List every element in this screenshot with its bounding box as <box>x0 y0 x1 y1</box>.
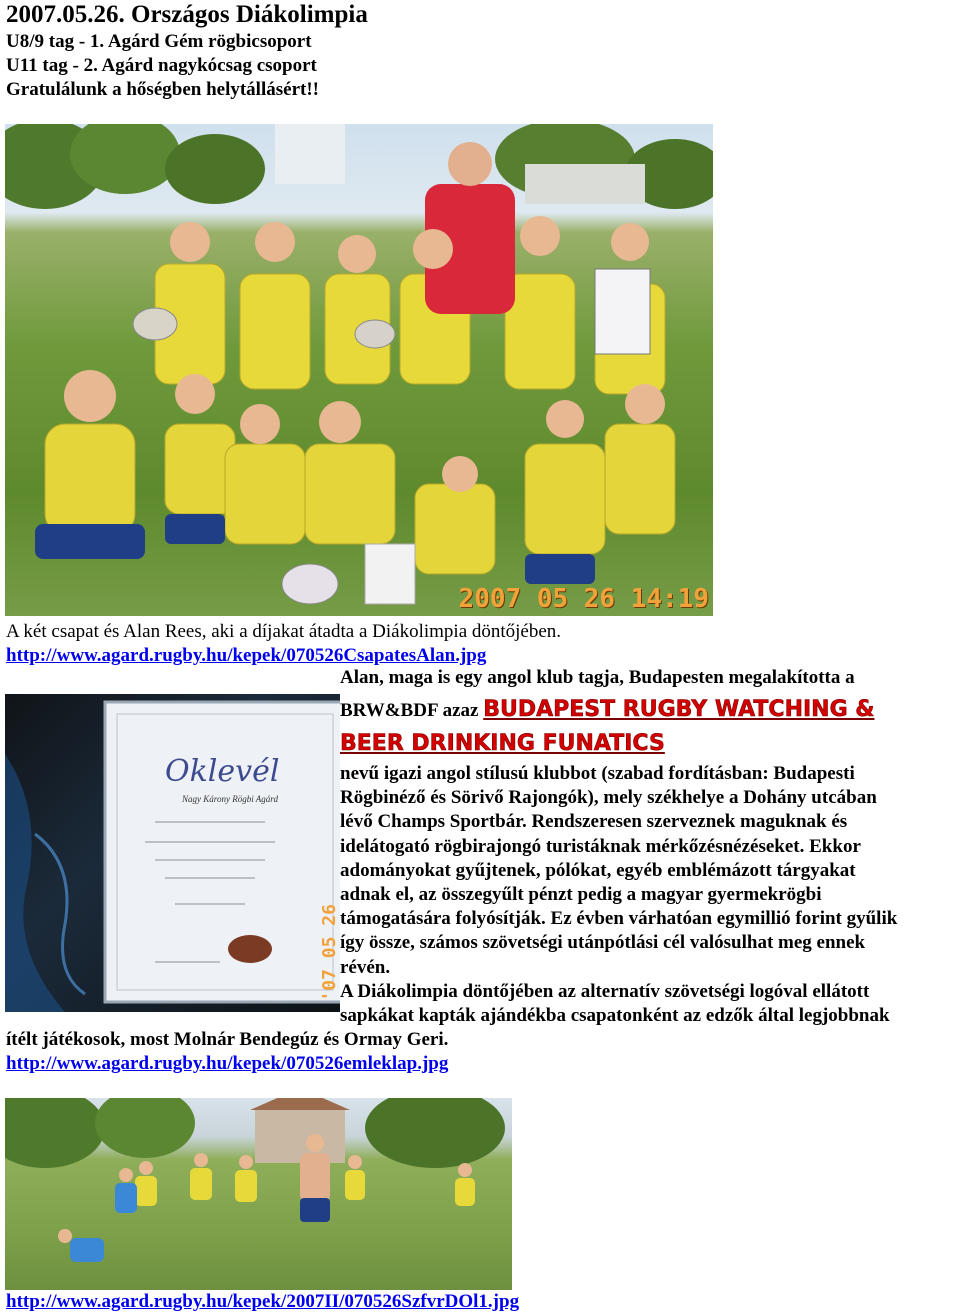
club-name-part2: BEER DRINKING FUNATICS <box>340 731 665 756</box>
team-photo <box>5 124 713 616</box>
article-line: A Diákolimpia döntőjében az alternatív szövetségi logóval ellátott <box>340 980 870 1002</box>
article-line: így össze, számos szövetségi utánpótlási cél valósulhat meg ennek <box>340 932 866 954</box>
article-line: lévő Champs Sportbár. Rendszeresen szerveznek maguknak és <box>340 811 848 833</box>
article-body <box>340 762 958 1028</box>
match-photo-link[interactable]: http://www.agard.rugby.hu/kepek/2007II/070526SzfvrDOl1.jpg <box>6 1291 520 1312</box>
article-line: nevű igazi angol stílusú klubbot (szabad fordításban: Budapesti <box>340 763 855 784</box>
match-photo <box>5 1098 512 1290</box>
photo-timestamp: 2007 05 26 14:19 <box>458 584 709 614</box>
article-line: révén. <box>340 956 391 978</box>
result-line-u8: U8/9 tag - 1. Agárd Gém rögbicsoport <box>6 31 312 52</box>
certificate-heading: Oklevél <box>165 754 280 789</box>
club-abbrev: BRW&BDF azaz <box>340 700 479 721</box>
article-line-1: Alan, maga is egy angol klub tagja, Budapesten megalakította a <box>340 667 855 688</box>
certificate-recipient: Nagy Károny Rögbi Agárd <box>182 794 278 804</box>
article-line: adományokat gyűjtenek, pólókat, egyéb emblémázott tárgyakat <box>340 859 856 881</box>
article-line: támogatására folyósítják. Ez évben várhatóan egymillió forint gyűlik <box>340 908 898 930</box>
result-line-u11: U11 tag - 2. Agárd nagykócsag csoport <box>6 55 317 76</box>
club-name-line2 <box>340 728 958 761</box>
page-title: 2007.05.26. Országos Diákolimpia <box>6 1 368 28</box>
certificate-photo <box>5 694 340 1012</box>
article-line: sapkákat kapták ajándékba csapatonként az edzők által legjobbnak <box>340 1005 890 1027</box>
article-line: adnak el, az összegyűlt pénzt pedig a magyar gyermekrögbi <box>340 884 822 906</box>
article-line: idelátogató rögbirajongó turistáknak mérkőzésnézéseket. Ekkor <box>340 835 861 857</box>
certificate-timestamp: '07 05 26 <box>319 904 340 1002</box>
team-photo-link[interactable]: http://www.agard.rugby.hu/kepek/070526CsapatesAlan.jpg <box>6 645 487 666</box>
club-intro <box>340 694 958 727</box>
article-last-line: ítélt játékosok, most Molnár Bendegúz és Ormay Geri. <box>6 1029 449 1050</box>
team-photo-caption: A két csapat és Alan Rees, aki a díjakat átadta a Diákolimpia döntőjében. <box>6 621 562 642</box>
club-name-part1: BUDAPEST RUGBY WATCHING & <box>483 697 875 722</box>
article-line: Rögbinéző és Sörivő Rajongók), mely székhelye a Dohány utcában <box>340 787 877 809</box>
congratulation-line: Gratulálunk a hőségben helytállásért!! <box>6 79 319 100</box>
certificate-link[interactable]: http://www.agard.rugby.hu/kepek/070526emleklap.jpg <box>6 1053 449 1074</box>
